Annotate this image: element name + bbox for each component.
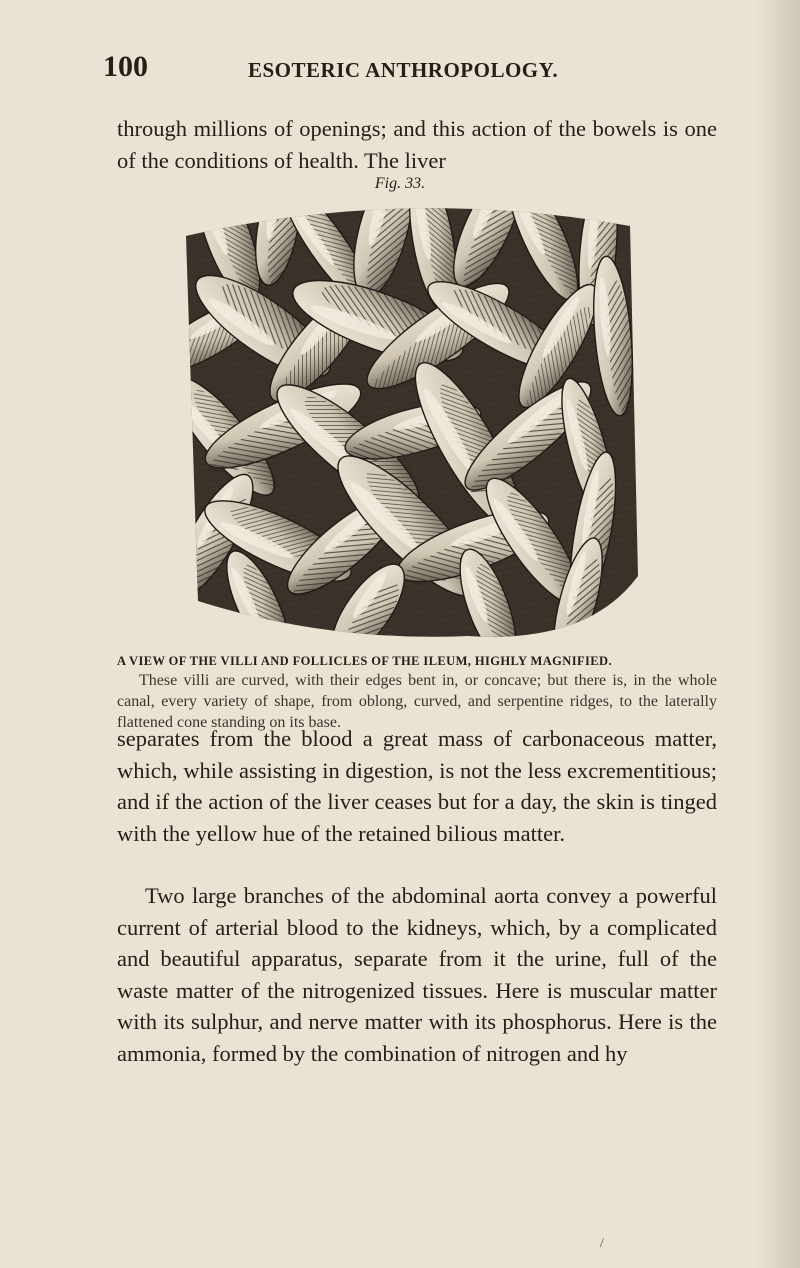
page-number: 100: [103, 50, 148, 83]
paragraph-2: separates from the blood a great mass of carbonaceous matter, which, while assisting in digestion, is not the less excrementitious; and if the action of the liver ceases but for a day, the skin is tinged with the yellow hue of the retained bilious matter.: [117, 726, 717, 846]
figure-label: Fig. 33.: [374, 175, 426, 192]
running-header: [103, 50, 633, 90]
paragraph-3: Two large branches of the abdominal aorta convey a powerful current of arterial blood to the kidneys, which, by a complicated and beautiful apparatus, separate from it the urine, full of the waste matter of the nitrogenized tissues. Here is muscular matter with its sulphur, and nerve matter with its phosphorus. Here is the ammonia, formed by the combination of nitrogen and hy: [117, 883, 717, 1066]
villi-engraving: [168, 196, 644, 644]
figure-caption-text: These villi are curved, with their edges bent in, or concave; but there is, in the whole canal, every variety of shape, from oblong, curved, and serpentine ridges, to the laterally flattened cone standing on its base.: [117, 672, 717, 731]
paragraph-1: through millions of openings; and this action of the bowels is one of the conditions of health. The liver: [117, 116, 717, 173]
figure-caption-title: A VIEW OF THE VILLI AND FOLLICLES OF THE ILEUM, HIGHLY MAGNIFIED.: [117, 654, 612, 668]
figure-illustration-villi: [168, 196, 644, 644]
running-head-title: ESOTERIC ANTHROPOLOGY.: [248, 58, 559, 82]
stray-pencil-mark: /: [600, 1236, 604, 1251]
